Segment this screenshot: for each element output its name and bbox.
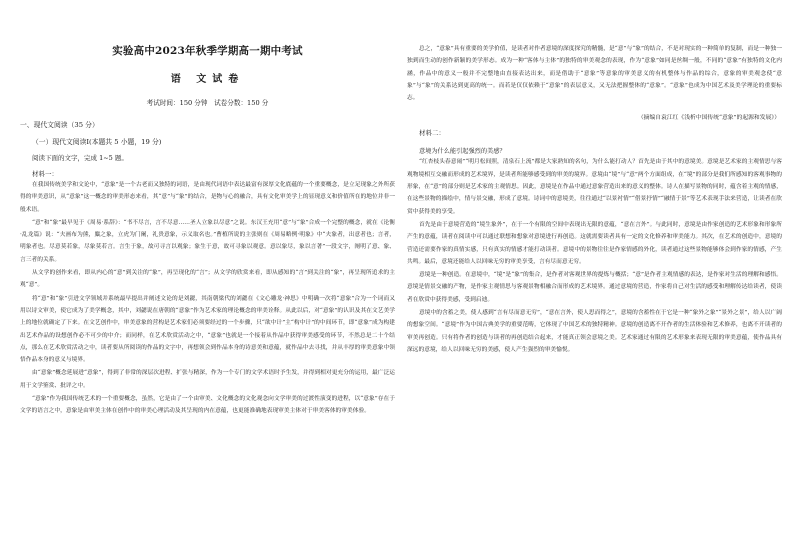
section-heading: 一、现代文阅读（35 分） xyxy=(20,121,99,129)
body-paragraph: 首先是由于意境营造的“境生象外”，在于一个有限的空间中表现出无限的意蕴，“意在言外”。与此同时，意境是由作家创造的艺术形象和形象所产生的意蕴，读者在阅读中可以通过联想和想象对意境进行再创造。这就需要读者具有一定的文化修养和审美能力。其次，在艺术的创造中，意境的营造还需要作家的真情实感，只有真实的情感才能打动读者。意境中的景物往往是作家情感的外化，读者通过这些景物能够体会到作家的情感，产生共鸣。最后，意境还能给人以回味无穷的审美享受，言有尽而意无穷。 xyxy=(407,221,782,265)
paper-title: 语 文试卷 xyxy=(170,74,245,85)
exam-info: 考试时间：150 分钟 试卷分数：150 分 xyxy=(146,99,269,107)
body-paragraph: 从文学的创作来看，即从内心的“意”到关注的“象”，再呈现化的“言”；从文学的欣赏来看，即从感知的“言”到关注的“象”，再呈现所追求的主观“意”。 xyxy=(20,270,395,289)
body-paragraph: 在我国传统美学和文论中，“意象”是一个古老而又独特的词语，是由现代词语中表达最富有深厚文化底蕴的一个重要概念，是立足现象之外所获得的审美意识，从“意象”这一概念的审美形态来看，其“意”与“象”的结合，是物与心的融合，具有文化审美学上的显现意义和价值所在的地位并非一般术语。 xyxy=(20,182,395,213)
body-paragraph: 将“意”和“象”引进文学领域并系统最早提出并阐述文论的是刘勰，其南朝梁代的刘勰在《文心雕龙·神思》中明确一次将“意象”合为一个词而又用以诗文审美，使它成为了美学概念，其中，刘勰说在唐朝的“意象”作为艺术家的理论概念的审美诠释。从此以后，对“意象”的认识及其在文艺美学上的地位就确定了下来。在文艺创作中，审美意象的营构是艺术家们必须要经过的一个步骤，只“欲中计”主“构中计”的中间环节，即“意象”成为构建出艺术作品的设想创作必不可少的中介；而同样，在艺术欣赏活动之中，“意象”也就是一个接着从作品中获得审美感受的环节，不然总是二十个结点，那么在艺术欣赏活动之中，读者要从所阅读的作品的文字中，再想领会到作品本身的诗意美和意蕴，就作品中去寻找，并从丰厚的审美意象中领悟作品本身的意义与境界。 xyxy=(20,295,395,364)
body-paragraph: “意”和“象”最早见于《周易·系辞》：“书不尽言，言不尽意……圣人立象以尽意”之说。东汉王充用“意”与“象”合成一个完整的概念，就在《论衡·乱龙篇》说：“夫画布为熊，麋之象，立虎为门阑，礼贵意象，示义取名也。”曹植所说的主张则在《周易略例·明象》中“夫象者，出意者也；言者，明象者也。尽意莫若象，尽象莫若言。言生于象，故可寻言以观象；象生于意，故可寻象以观意。意以象尽，象以言著”一段文字，阐明了意、象、言三者的关系。 xyxy=(20,219,395,263)
reading-instruction: 阅读下面的文字，完成 1~5 题。 xyxy=(32,154,128,162)
exam-title: 实验高中2023年秋季学期高一期中考试 xyxy=(112,45,303,57)
body-paragraph: 由“意象”概念延展进“意象”，得到了非常的深层次进程、扩张与精深，作为一个专门的文学术语时予生发，并得到相对更充分的运用，最广泛运用于文学鉴赏、批评之中。 xyxy=(20,370,395,389)
body-paragraph: 意境中的含蓄之美，使人感到“言有尽而意无穷”，“意在言外，使人思而得之”，意境的含蓄性在于它是一种“象外之象”“景外之景”，给人以广阔的想象空间。“意境”作为中国古典美学的重要范畴，它体现了中国艺术的独特精神。意境的创造离不开作者的生活体验和艺术修养，也离不开读者的审美再创造。只有将作者的创造与读者的再创造结合起来，才能真正领会意境之美。艺术家通过有限的艺术形象来表现无限的审美意蕴，使作品具有深远的意境，给人以回味无穷的美感，使人产生强烈的审美愉悦。 xyxy=(407,310,782,353)
body-paragraph: 意境是一种创造。在意境中，“境”是“象”的集合，是作者对客观世界的提炼与概括；“意”是作者主观情感的表达，是作家对生活的理解和感悟。意境是情景交融的产物，是作家主观情思与客观景物相融合而形成的艺术境界。通过意境的营造，作家将自己对生活的感受和理解传达给读者，使读者在欣赏中获得美感，受到启迪。 xyxy=(407,272,782,303)
right-column xyxy=(407,0,782,549)
body-paragraph: 总之，“意象”具有重要的美学价值，是读者对作者意境的深度探究的精髓，是“意”与“象”的结合，不是对现实的一种简单的复制，而是一种独一独到而生动的创作新颖的美学形态。成为一种“客体与主体”的独特的审美观念的表现，作为“意象”如同是丝绸一般，不同的“意象”有独特的文化内涵，作品中的意义一般并不完整地由直接表达出来，而是借助于“意象”等意象的审美意义的有机整体与作品的综合，意象的审美观念使“意象”与“象”的关系达到更高的统一。而若是仅仅依赖于“意象”的表层意义，又无法把握整体的“意象”。“意象”也成为中国艺术及美学理论的重要标志。 xyxy=(407,46,782,102)
subsection-heading: （一）现代文阅读Ⅰ(本题共 5 小题，19 分) xyxy=(32,138,162,146)
section-question: 意境为什么能引起强烈的美感？ xyxy=(419,148,506,156)
body-paragraph: “意象”作为我国传统艺术的一个重要概念，虽然，它是由了一个由审美、文化概念的文化观念向文学审美的过渡性演变的进程，以“意象”存在于文学的语言之中，意象是由审美主体在创作中的审美心理活动及其呈现的内在意蕴，也更能准确地表现审美主体对于审美客体的审美体验。 xyxy=(20,396,395,415)
left-column xyxy=(20,0,395,549)
material-one-label: 材料一： xyxy=(32,170,58,178)
body-paragraph: “红杏枝头春意闹”“明月松间照，清泉石上流”都是大家熟知的名句，为什么能打动人？首先是由于其中的意境美。意境是艺术家的主观情思与客观物境相互交融而形成的艺术境界，是读者所能够感受到的审美的境界。意境由“境”与“意”两个方面组成，在“境”的部分是我们所感知的客观事物的形象，在“意”的部分则是艺术家的主观情思。因此，意境是在作品中通过意象营造出来的意义的整体。诗人在描写景物的同时，蕴含着主观的情感，在这些景物的描绘中，情与景交融，形成了意境。诗词中的意境美，往往通过“以景衬情”“借景抒情”“融情于景”等艺术表现手法来营造，让读者在欣赏中获得美的享受。 xyxy=(407,159,782,215)
source-citation: （摘编自袁江红《浅析中国传统“意象”的起源和发展》） xyxy=(637,115,780,122)
material-two-label: 材料二： xyxy=(419,129,445,138)
